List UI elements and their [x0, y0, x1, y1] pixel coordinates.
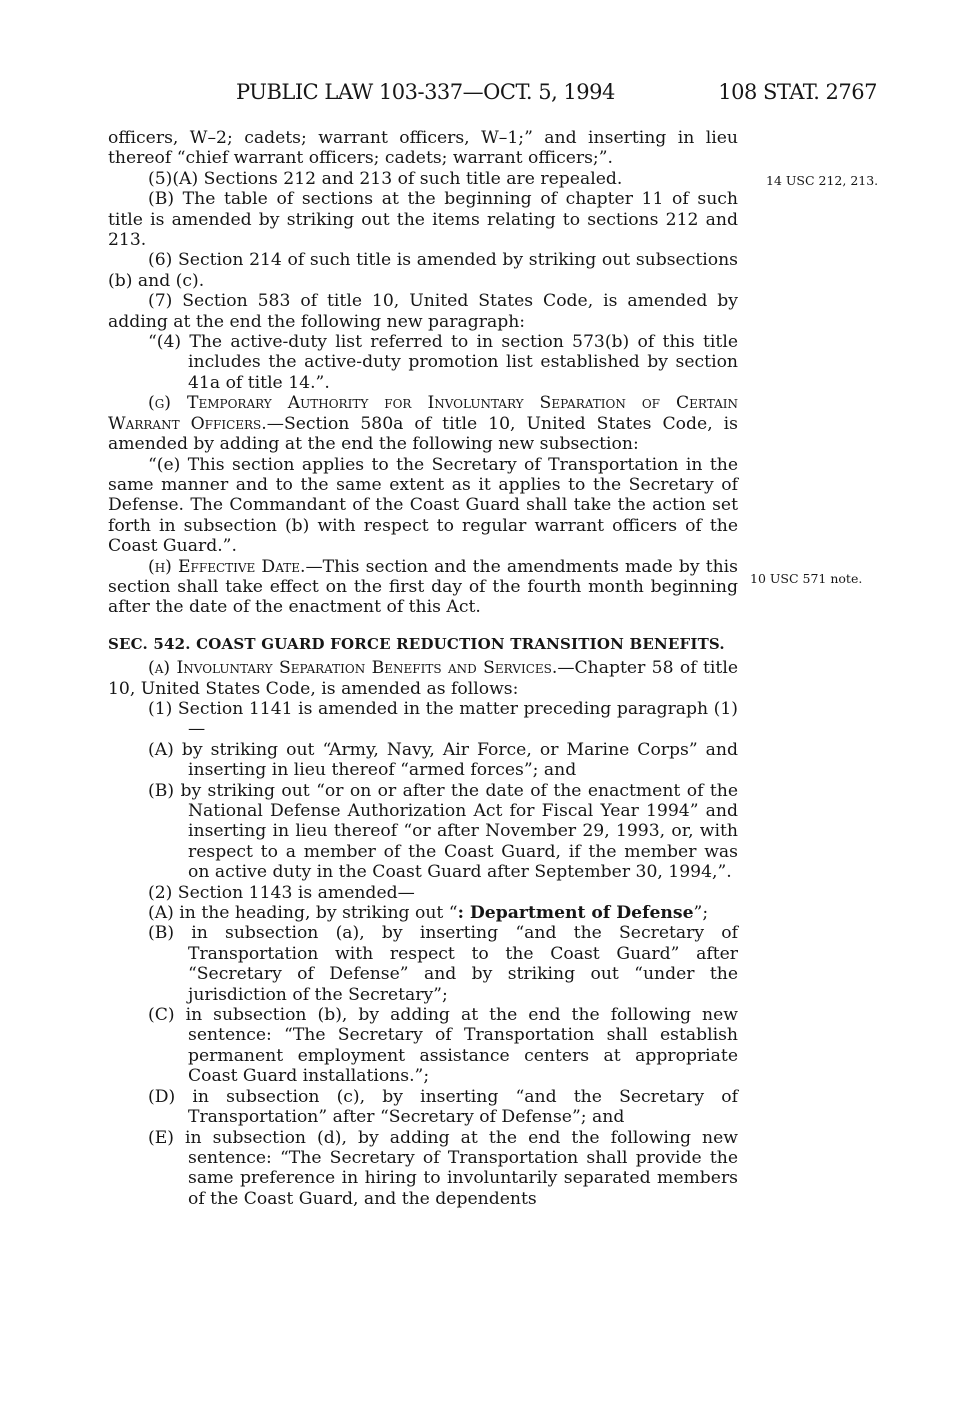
- paragraph: (B) The table of sections at the beginning of chapter 11 of such title is amended by striking out the items relating to sections 212 and 213.: [108, 189, 738, 251]
- clause-text: ”;: [693, 903, 709, 924]
- clause-text: (A) in the heading, by striking out “: [148, 903, 458, 924]
- paragraph: (2) Section 1143 is amended—: [148, 882, 415, 903]
- paragraph: (1) Section 1141 is amended in the matter preceding paragraph (1)—: [148, 698, 738, 740]
- page-header: [0, 80, 957, 110]
- clause-bold-text: : Department of Defense: [457, 903, 694, 924]
- subsection-heading: (h) Effective Date.: [148, 556, 306, 577]
- clause: (C) in subsection (b), by adding at the end the following new sentence: “The Secretary of Transportation shall establish permanent employment assistance centers at appropriate Coast Guard installations.”;: [148, 1005, 738, 1087]
- subsection-text: —This section and the amendments made by this section shall take effect on the first day of the fourth month beginning after the date of the enactment of this Act.: [108, 556, 739, 618]
- quoted-paragraph: “(e) This section applies to the Secretary of Transportation in the same manner and to the same extent as it applies to the Secretary of Defense. The Commandant of the Coast Guard shall take the action set forth in subsection (b) with respect to regular warrant officers of the Coast Guard.”.: [108, 454, 738, 557]
- clause: [108, 903, 738, 923]
- clause: (A) by striking out “Army, Navy, Air Force, or Marine Corps” and inserting in lieu thereof “armed forces”; and: [148, 739, 738, 781]
- subsection-text: —Chapter 58 of title 10, United States Code, is amended as follows:: [108, 658, 738, 699]
- quoted-paragraph: “(4) The active-duty list referred to in section 573(b) of this title includes the active-duty promotion list established by section 41a of title 14.”.: [148, 332, 738, 393]
- clause: (B) by striking out “or on or after the date of the enactment of the National Defense Authorization Act for Fiscal Year 1994” and inserting in lieu thereof “or after November 29, 1993, or, with respect to a member of the Coast Guard, if the member was on active duty in the Coast Guard after September 30, 1994,”.: [148, 780, 738, 883]
- subsection-heading: (g) Temporary Authority for Involuntary Separation of Certain Warrant Officers.: [108, 393, 738, 434]
- paragraph: (7) Section 583 of title 10, United States Code, is amended by adding at the end the following new paragraph:: [108, 291, 738, 332]
- subsection-heading: (a) Involuntary Separation Benefits and Services.: [148, 658, 558, 679]
- clause: (D) in subsection (c), by inserting “and the Secretary of Transportation” after “Secretary of Defense”; and: [148, 1086, 738, 1128]
- paragraph: officers, W–2; cadets; warrant officers, W–1;” and inserting in lieu thereof “chief warrant officers; cadets; warrant officers;”.: [108, 128, 738, 169]
- clause: (B) in subsection (a), by inserting “and the Secretary of Transportation with respect to the Coast Guard” after “Secretary of Defense” and by striking out “under the jurisdiction of the Secretary”;: [148, 923, 738, 1005]
- document-body: [108, 128, 738, 1209]
- clause: (E) in subsection (d), by adding at the end the following new sentence: “The Secretary of Transportation shall provide the same preference in hiring to involuntarily separated members of the Coast Guard, and the dependents: [148, 1127, 738, 1209]
- paragraph: (5)(A) Sections 212 and 213 of such title are repealed.: [148, 168, 623, 189]
- header-law-citation: PUBLIC LAW 103-337—OCT. 5, 1994: [236, 80, 615, 104]
- section-heading: SEC. 542. COAST GUARD FORCE REDUCTION TRANSITION BENEFITS.: [108, 634, 725, 653]
- paragraph: (6) Section 214 of such title is amended by striking out subsections (b) and (c).: [108, 250, 738, 291]
- subsection-h: [108, 557, 738, 618]
- subsection-a: [108, 658, 738, 699]
- subsection-text: —Section 580a of title 10, United States Code, is amended by adding at the end the following new subsection:: [108, 413, 738, 455]
- header-stat-page: 108 STAT. 2767: [718, 80, 877, 104]
- margin-note-usc-571: 10 USC 571 note.: [750, 571, 863, 586]
- subsection-g: [108, 393, 738, 454]
- margin-note-usc-212: 14 USC 212, 213.: [766, 173, 879, 188]
